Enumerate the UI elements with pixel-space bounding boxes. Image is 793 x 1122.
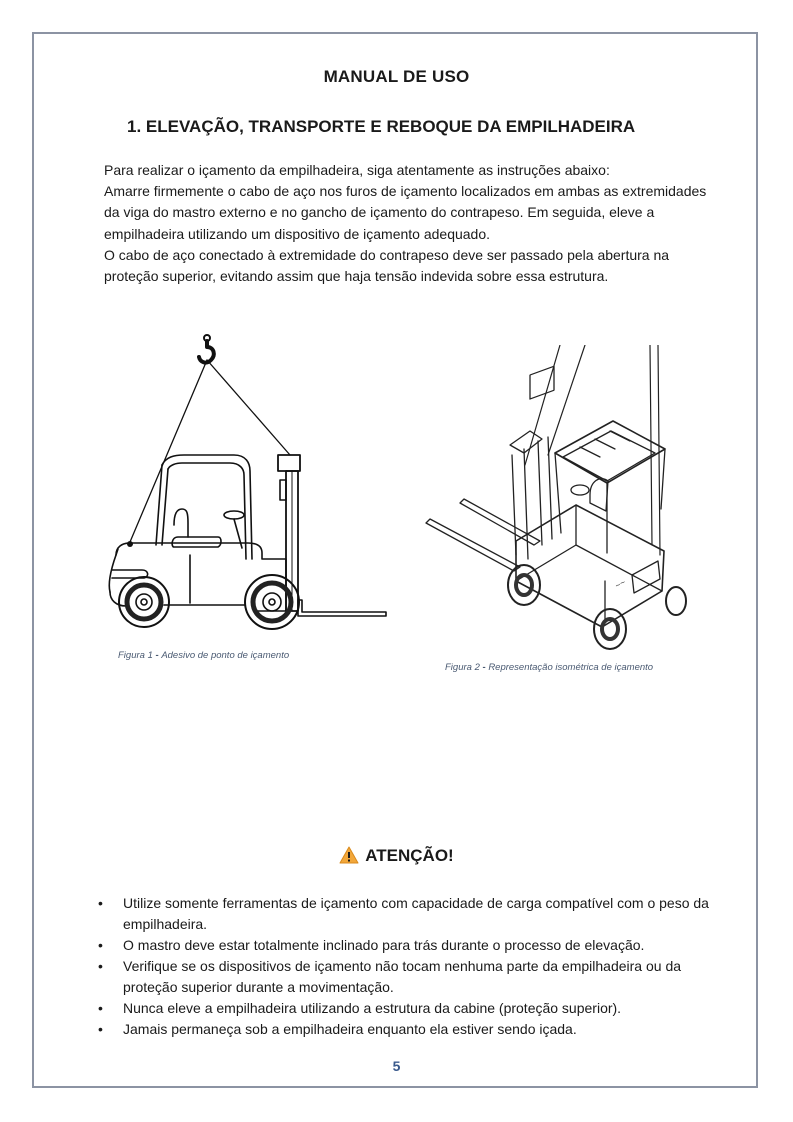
warning-triangle-icon: [339, 846, 359, 864]
rear-wheel-right: [594, 609, 626, 649]
section-heading: 1. ELEVAÇÃO, TRANSPORTE E REBOQUE DA EMPILHADEIRA: [127, 117, 636, 136]
figure-2-separator: -: [479, 662, 489, 673]
figure-1-label: Figura 1: [118, 650, 153, 661]
list-item: • Nunca eleve a empilhadeira utilizando a estrutura da cabine (proteção superior).: [97, 998, 722, 1019]
figure-2-caption: [445, 662, 653, 673]
intro-line: Para realizar o içamento da empilhadeira, siga atentamente as instruções abaixo:: [104, 162, 610, 178]
list-item: • O mastro deve estar totalmente inclinado para trás durante o processo de elevação.: [97, 935, 722, 956]
figure-1-separator: -: [152, 650, 162, 661]
figure-1-text: Adesivo de ponto de içamento: [161, 650, 290, 661]
warning-list: [97, 893, 722, 1040]
figure-2-label: Figura 2: [445, 662, 480, 673]
intro-line: Amarre firmemente o cabo de aço nos furos de içamento localizados em ambas as extremidades da viga do mastro externo e no gancho de içamento do contrapeso. Em seguida, eleve a empilhadeira utilizando um dispositivo de içamento adequado.: [104, 183, 707, 242]
list-item: • Verifique se os dispositivos de içamento não tocam nenhuma parte da empilhadeira ou da proteção superior durante a movimentação.: [97, 956, 722, 998]
figure-1-caption: [118, 650, 289, 661]
intro-text: [104, 160, 724, 287]
figure-2-text: Representação isométrica de içamento: [488, 662, 654, 673]
intro-line: O cabo de aço conectado à extremidade do contrapeso deve ser passado pela abertura na proteção superior, evitando assim que haja tensão indevida sobre essa estrutura.: [104, 246, 670, 285]
page-number: 5: [392, 1058, 401, 1074]
warning-title: ATENÇÃO!: [365, 846, 454, 865]
crane-hook-icon: [199, 335, 214, 363]
forklift-side-view-illustration: [104, 330, 394, 635]
warning-heading: [0, 846, 793, 866]
list-item: • Utilize somente ferramentas de içamento com capacidade de carga compatível com o peso da empilhadeira.: [97, 893, 722, 935]
svg-text:~~: ~~: [613, 576, 628, 591]
list-item: • Jamais permaneça sob a empilhadeira enquanto ela estiver sendo içada.: [97, 1019, 722, 1040]
rear-wheel-far: [666, 587, 686, 615]
document-title: MANUAL DE USO: [323, 67, 470, 86]
front-wheel: [245, 575, 299, 629]
rear-wheel: [119, 577, 169, 627]
forklift-isometric-illustration: [420, 345, 700, 650]
